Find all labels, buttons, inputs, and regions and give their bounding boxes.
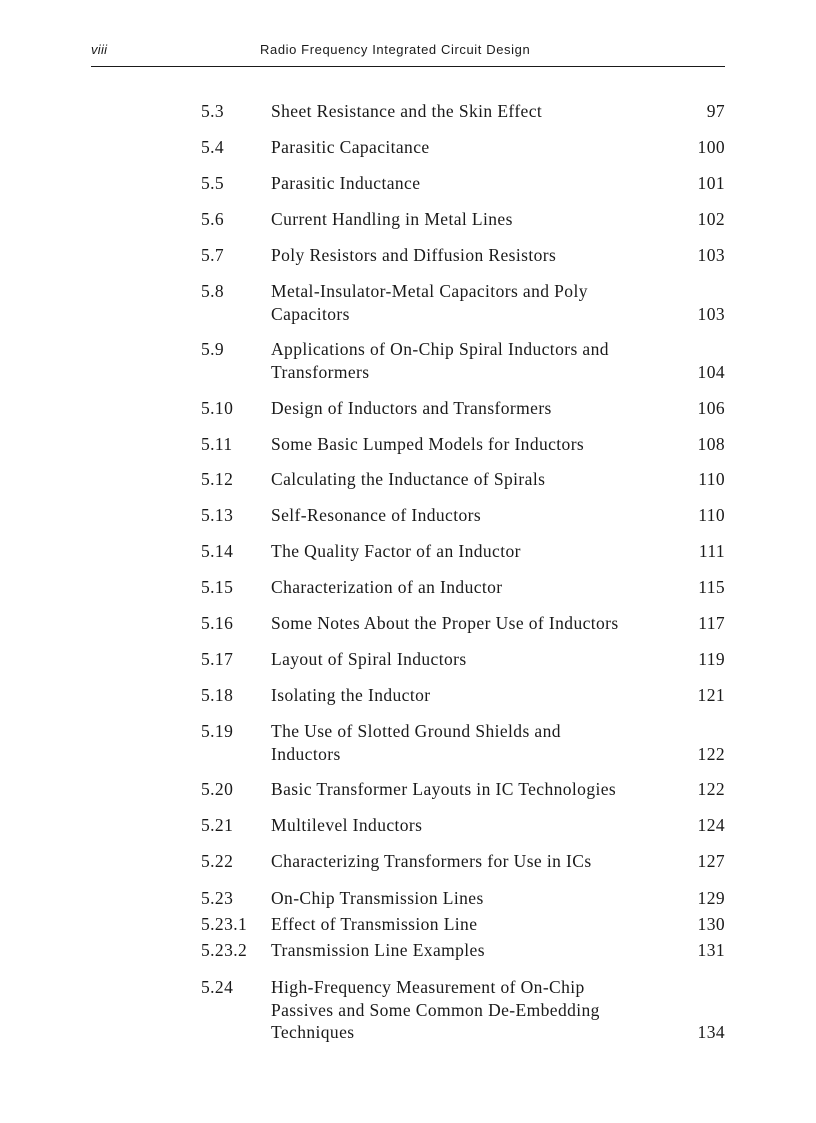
toc-entry-title — [271, 913, 671, 936]
toc-entry-title-line: Applications of On-Chip Spiral Inductors and — [271, 339, 609, 359]
toc-entry-number: 5.18 — [201, 685, 234, 705]
toc-entry-page-number: 106 — [697, 398, 725, 418]
toc-entry-page-number: 115 — [698, 577, 725, 597]
toc-entry-title-line: Transformers — [271, 361, 370, 382]
toc-entry-number: 5.11 — [201, 434, 233, 454]
toc-entry-title — [271, 397, 671, 420]
toc-entry-title-line: Some Basic Lumped Models for Inductors — [271, 434, 585, 454]
toc-entry-number: 5.10 — [201, 398, 234, 418]
toc-entry-title-line: Self-Resonance of Inductors — [271, 505, 482, 525]
toc-entry-title-line: High-Frequency Measurement of On-Chip — [271, 977, 585, 997]
toc-entry-title-line: Sheet Resistance and the Skin Effect — [271, 101, 543, 121]
toc-entry-title — [271, 468, 671, 491]
toc-entry-number: 5.5 — [201, 173, 225, 193]
toc-entry-title-line: Passives and Some Common De-Embedding — [271, 999, 600, 1020]
toc-entry-number: 5.13 — [201, 505, 234, 525]
toc-entry-number: 5.17 — [201, 649, 234, 669]
toc-entry-number: 5.9 — [201, 339, 225, 359]
toc-entry-page-number: 124 — [697, 815, 725, 835]
toc-entry-title-line: The Quality Factor of an Inductor — [271, 541, 521, 561]
toc-entry-title — [271, 100, 671, 123]
toc-entry-title-line: Transmission Line Examples — [271, 940, 485, 960]
toc-entry-title-line: Basic Transformer Layouts in IC Technologies — [271, 779, 617, 799]
toc-entry-number: 5.19 — [201, 721, 234, 741]
toc-entry-title — [271, 338, 671, 383]
toc-entry-title-line: On-Chip Transmission Lines — [271, 888, 484, 908]
toc-entry-page-number: 122 — [697, 779, 725, 799]
toc-entry-title — [271, 778, 671, 801]
toc-entry-number: 5.3 — [201, 101, 225, 121]
toc-entry-page-number: 108 — [697, 434, 725, 454]
toc-entry-page-number: 134 — [697, 1022, 725, 1042]
toc-entry-title-line: Layout of Spiral Inductors — [271, 649, 467, 669]
toc-entry-title — [271, 612, 671, 635]
toc-entry-title-line: Current Handling in Metal Lines — [271, 209, 513, 229]
toc-entry-number: 5.15 — [201, 577, 234, 597]
toc-entry-number: 5.23.2 — [201, 940, 248, 960]
toc-entry-title-line: The Use of Slotted Ground Shields and — [271, 721, 561, 741]
toc-entry-title-line: Parasitic Inductance — [271, 173, 421, 193]
toc-entry-page-number: 110 — [698, 505, 725, 525]
toc-entry-page-number: 104 — [697, 361, 725, 382]
toc-entry-title-line: Capacitors — [271, 303, 350, 324]
toc-entry-page-number: 119 — [698, 649, 725, 669]
toc-entry-title-line: Characterization of an Inductor — [271, 577, 503, 597]
toc-entry-title — [271, 136, 671, 159]
toc-entry-number: 5.21 — [201, 815, 234, 835]
toc-entry-title — [271, 540, 671, 563]
toc-entry-title-line: Calculating the Inductance of Spirals — [271, 469, 546, 489]
toc-entry-title-line: Isolating the Inductor — [271, 685, 431, 705]
toc-entry-number: 5.16 — [201, 613, 234, 633]
toc-entry-title — [271, 850, 671, 873]
toc-entry-number: 5.6 — [201, 209, 225, 229]
toc-entry-title — [271, 433, 671, 456]
toc-entry-page-number: 110 — [698, 469, 725, 489]
toc-entry-page-number: 117 — [698, 613, 725, 633]
toc-entry-title — [271, 720, 671, 765]
toc-entry-number: 5.4 — [201, 137, 225, 157]
toc-entry-title-line: Some Notes About the Proper Use of Inductors — [271, 613, 619, 633]
toc-entry-number: 5.22 — [201, 851, 234, 871]
toc-entry-page-number: 127 — [697, 851, 725, 871]
toc-entry-page-number: 129 — [697, 888, 725, 908]
toc-entry-number: 5.14 — [201, 541, 234, 561]
toc-entry-title — [271, 280, 671, 325]
toc-entry-number: 5.8 — [201, 281, 225, 301]
toc-entry-title-line: Multilevel Inductors — [271, 815, 423, 835]
toc-entry-title-line: Techniques — [271, 1022, 355, 1042]
toc-entry-title — [271, 208, 671, 231]
toc-entry-number: 5.20 — [201, 779, 234, 799]
toc-entry-title — [271, 684, 671, 707]
toc-entry-page-number: 131 — [697, 940, 725, 960]
toc-entry-title-line: Inductors — [271, 743, 341, 764]
table-of-contents — [201, 0, 727, 1123]
toc-entry-page-number: 101 — [697, 173, 725, 193]
toc-entry-page-number: 122 — [697, 743, 725, 764]
toc-entry-title-line: Parasitic Capacitance — [271, 137, 430, 157]
toc-entry-number: 5.24 — [201, 977, 234, 997]
toc-entry-page-number: 97 — [706, 101, 725, 121]
toc-entry-title-line: Design of Inductors and Transformers — [271, 398, 552, 418]
toc-entry-page-number: 111 — [698, 541, 725, 561]
toc-entry-page-number: 103 — [697, 245, 725, 265]
toc-entry-number: 5.23.1 — [201, 914, 248, 934]
toc-entry-page-number: 103 — [697, 303, 725, 324]
toc-entry-title — [271, 172, 671, 195]
toc-entry-page-number: 130 — [697, 914, 725, 934]
running-head-title: Radio Frequency Integrated Circuit Design — [260, 42, 531, 57]
toc-entry-title-line: Metal-Insulator-Metal Capacitors and Poly — [271, 281, 588, 301]
toc-entry-title — [271, 939, 671, 962]
toc-entry-title — [271, 976, 671, 1044]
toc-entry-page-number: 121 — [697, 685, 725, 705]
toc-entry-title-line: Characterizing Transformers for Use in ICs — [271, 851, 592, 871]
toc-entry-title — [271, 504, 671, 527]
folio-page-number: viii — [91, 42, 108, 57]
toc-entry-title-line: Poly Resistors and Diffusion Resistors — [271, 245, 557, 265]
toc-entry-number: 5.23 — [201, 888, 234, 908]
toc-entry-number: 5.7 — [201, 245, 225, 265]
toc-entry-page-number: 102 — [697, 209, 725, 229]
toc-entry-title — [271, 648, 671, 671]
toc-entry-title — [271, 576, 671, 599]
toc-entry-number: 5.12 — [201, 469, 234, 489]
toc-entry-title — [271, 814, 671, 837]
toc-entry-title-line: Effect of Transmission Line — [271, 914, 478, 934]
toc-entry-title — [271, 244, 671, 267]
toc-entry-title — [271, 887, 671, 910]
toc-entry-page-number: 100 — [697, 137, 725, 157]
